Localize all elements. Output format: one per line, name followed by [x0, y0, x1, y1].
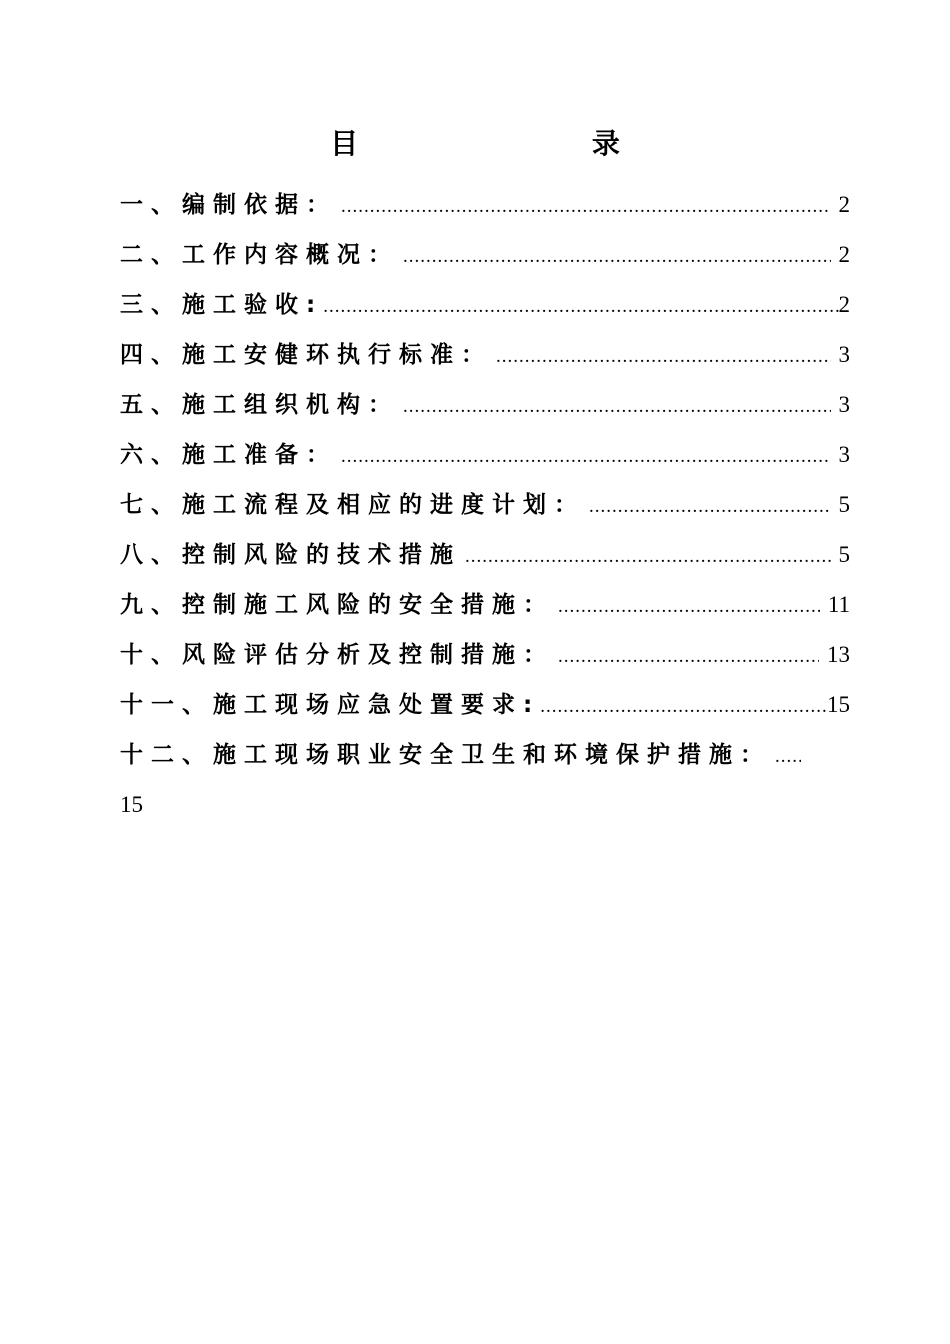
toc-entry-label: 四、施工安健环执行标准：: [120, 342, 492, 368]
table-of-contents: [120, 186, 850, 786]
toc-entry-9[interactable]: [120, 586, 850, 636]
toc-page-number: 15: [120, 792, 143, 817]
page-title: 目 录: [330, 127, 732, 160]
toc-entry-12[interactable]: [120, 736, 850, 786]
toc-entry-7[interactable]: [120, 486, 850, 536]
toc-entry-label: 十、风险评估分析及控制措施：: [120, 642, 554, 668]
toc-entry-8[interactable]: [120, 536, 850, 586]
toc-entry-5[interactable]: [120, 386, 850, 436]
toc-entry-11[interactable]: [120, 686, 850, 736]
toc-entry-label: 九、控制施工风险的安全措施：: [120, 592, 554, 618]
toc-entry-label: 五、施工组织机构：: [120, 392, 399, 418]
toc-entry-3[interactable]: [120, 286, 850, 336]
toc-entry-6[interactable]: [120, 436, 850, 486]
toc-entry-label: 一、编制依据：: [120, 192, 337, 218]
toc-entry-10[interactable]: [120, 636, 850, 686]
toc-entry-label: 二、工作内容概况：: [120, 242, 399, 268]
toc-leader-dots: [465, 546, 831, 568]
toc-page-number: 5: [838, 492, 850, 517]
toc-leader-dots: [558, 646, 819, 668]
toc-leader-dots: [558, 596, 820, 618]
toc-entry-1[interactable]: [120, 186, 850, 236]
toc-leader-dots: [775, 746, 801, 768]
toc-leader-dots: [341, 446, 831, 468]
toc-leader-dots: [496, 346, 831, 368]
toc-page-number: 3: [838, 392, 850, 417]
toc-page-number: 11: [827, 592, 850, 617]
toc-page-number: 3: [838, 442, 850, 467]
toc-leader-dots: [589, 496, 831, 518]
toc-entry-label: 七、施工流程及相应的进度计划：: [120, 492, 585, 518]
toc-entry-label: 三、施工验收:: [120, 292, 324, 318]
toc-page-number: 2: [838, 292, 850, 317]
toc-entry-2[interactable]: [120, 236, 850, 286]
toc-leader-dots: [403, 396, 831, 418]
toc-entry-4[interactable]: [120, 336, 850, 386]
toc-page-number: 2: [838, 242, 850, 267]
toc-page-number: 15: [827, 692, 850, 717]
toc-entry-label: 六、施工准备：: [120, 442, 337, 468]
toc-entry-label: 十一、施工现场应急处置要求:: [120, 692, 541, 718]
toc-page-number: 2: [838, 192, 850, 217]
toc-entry-label: 十二、施工现场职业安全卫生和环境保护措施：: [120, 742, 771, 768]
toc-leader-dots: [341, 196, 831, 218]
toc-leader-dots: [403, 246, 831, 268]
toc-page-number: 13: [827, 642, 850, 667]
toc-entry-label: 八、控制风险的技术措施: [120, 542, 461, 568]
toc-page-number: 3: [838, 342, 850, 367]
toc-leader-dots: [540, 696, 827, 718]
toc-page-number: 5: [838, 542, 850, 567]
toc-leader-dots: [323, 296, 838, 318]
